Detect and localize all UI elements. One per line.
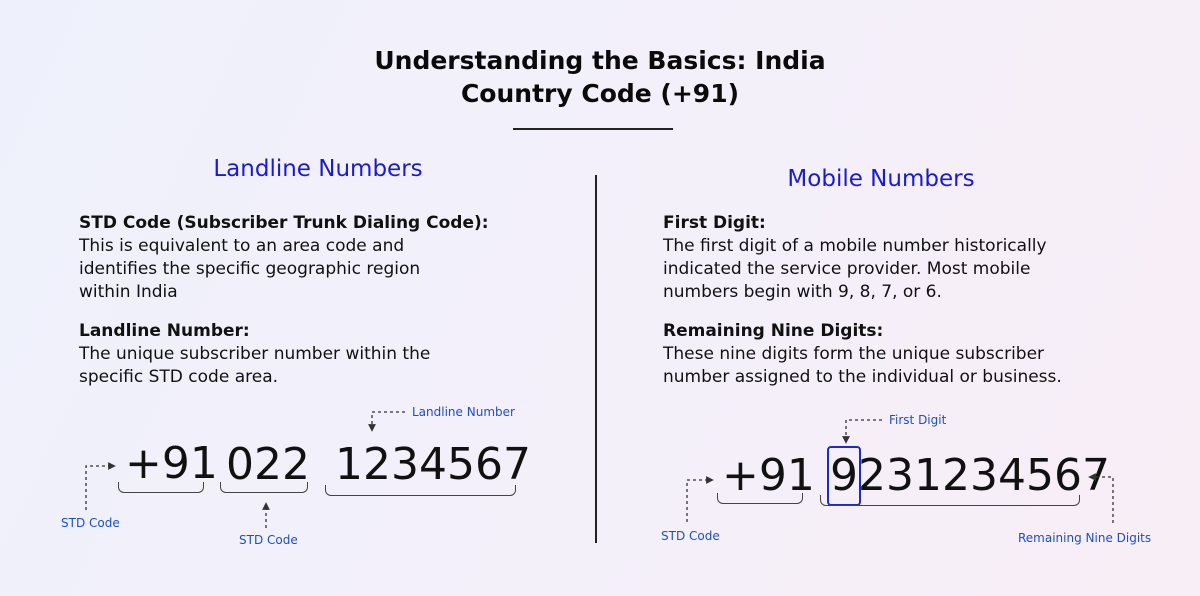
- mobile-std-code-label: STD Code: [661, 529, 720, 543]
- landline-number-description: The unique subscriber number within the specific STD code area.: [79, 344, 431, 387]
- first-digit-term: First Digit:: [663, 213, 766, 233]
- landline-number-label: Landline Number: [412, 405, 515, 419]
- mobile-std-code-connector: [687, 480, 710, 522]
- remaining-digits-description: These nine digits form the unique subscriber number assigned to the individual or business.: [663, 344, 1062, 387]
- landline-number-connector: [372, 412, 405, 428]
- landline-number-term: Landline Number:: [79, 321, 250, 341]
- std-code-term: STD Code (Subscriber Trunk Dialing Code):: [79, 213, 489, 233]
- mobile-country-code: +91: [722, 450, 815, 501]
- landline-country-code: +91: [125, 438, 218, 489]
- std-code-label-left: STD Code: [61, 516, 120, 530]
- remaining-digits-term: Remaining Nine Digits:: [663, 321, 884, 341]
- remaining-digits-label: Remaining Nine Digits: [1018, 531, 1152, 545]
- landline-std-code-value: 022: [226, 439, 310, 490]
- std-code-label-bottom: STD Code: [239, 533, 298, 547]
- title-line-1: Understanding the Basics: India: [374, 46, 826, 75]
- mobile-remaining-digits: 231234567: [858, 450, 1110, 501]
- first-digit-description: The first digit of a mobile number historically indicated the service provider. Most mobile numbers begin with 9, 8, 7, or 6.: [663, 236, 1047, 302]
- first-digit-connector: [846, 420, 882, 440]
- mobile-first-digit: 9: [830, 450, 858, 501]
- std-code-description: This is equivalent to an area code and identifies the specific geographic region within India: [79, 236, 421, 302]
- mobile-heading: Mobile Numbers: [787, 166, 975, 192]
- std-code-left-connector: [86, 466, 112, 510]
- landline-subscriber-value: 1234567: [335, 439, 531, 490]
- landline-heading: Landline Numbers: [213, 156, 423, 182]
- remaining-digits-connector: [1092, 477, 1113, 523]
- title-line-2: Country Code (+91): [460, 79, 740, 108]
- first-digit-label: First Digit: [889, 413, 947, 427]
